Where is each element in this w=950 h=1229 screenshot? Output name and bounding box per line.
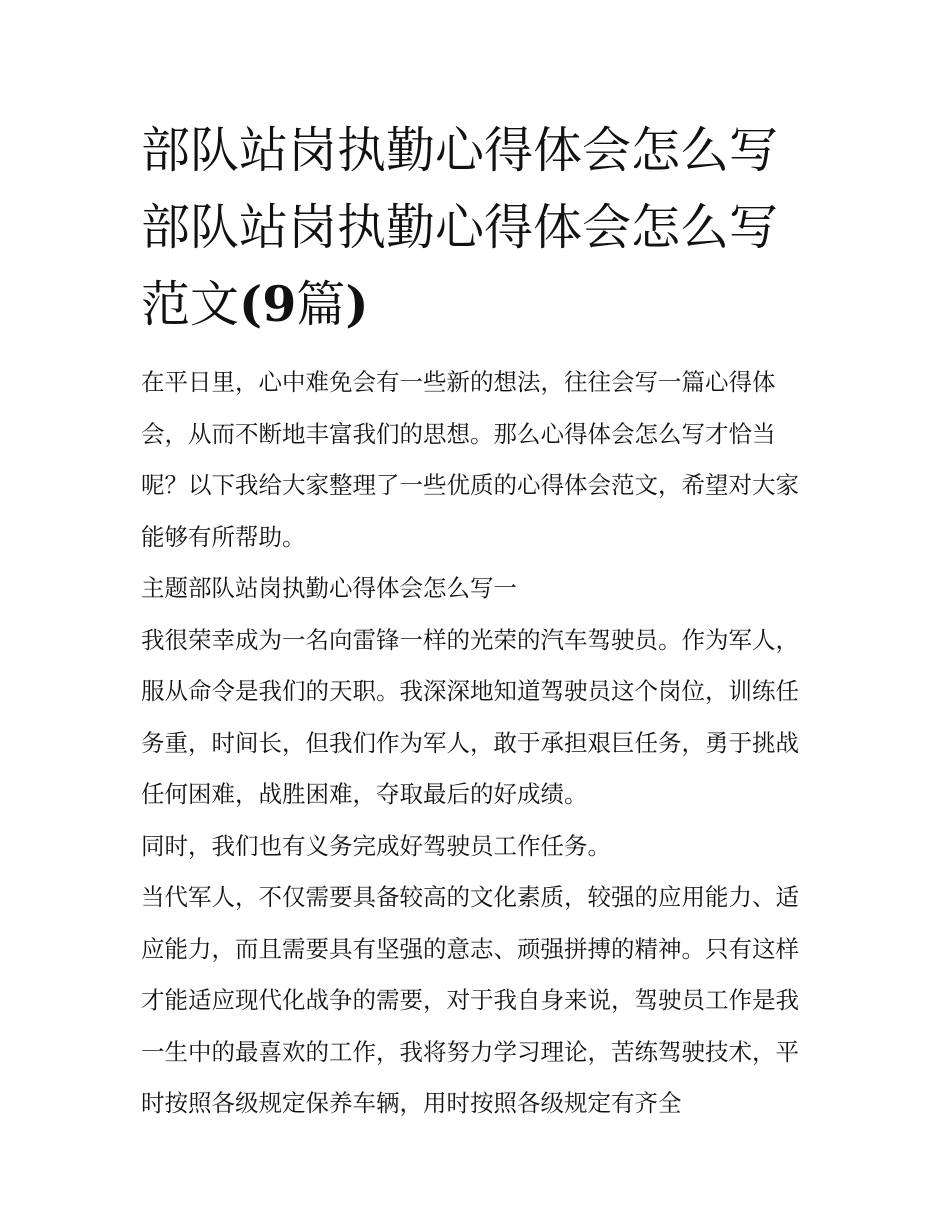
title-line-3-unit: 篇 [296,276,346,333]
intro-paragraph: 在平日里，心中难免会有一些新的想法，往往会写一篇心得体会，从而不断地丰富我们的思想。那么心得体会怎么写才恰当呢？以下我给大家整理了一些优质的心得体会范文，希望对大家能够有所帮助。 [141,368,799,551]
title-line-2: 部队站岗执勤心得体会怎么写 [141,199,779,256]
title-line-3-count: (9 [239,275,297,333]
document-title [141,112,813,343]
title-line-1: 部队站岗执勤心得体会怎么写 [141,122,779,179]
body-paragraph-1: 我很荣幸成为一名向雷锋一样的光荣的汽车驾驶员。作为军人，服从命令是我们的天职。我深深地知道驾驶员这个岗位，训练任务重，时间长，但我们作为军人，敢于承担艰巨任务，勇于挑战任何困难，战胜困难，夺取最后的好成绩。 [141,625,799,808]
title-line-3-text: 范文 [141,276,240,333]
body-paragraph-3: 当代军人，不仅需要具备较高的文化素质，较强的应用能力、适应能力，而且需要具有坚强的意志、顽强拼搏的精神。只有这样才能适应现代化战争的需要，对于我自身来说，驾驶员工作是我一生中的最喜欢的工作，我将努力学习理论，苦练驾驶技术，平时按照各级规定保养车辆，用时按照各级规定有齐全 [141,883,799,1117]
section-heading: 主题部队站岗执勤心得体会怎么写一 [141,574,517,602]
body-paragraph-2: 同时，我们也有义务完成好驾驶员工作任务。 [141,831,611,860]
document-content [141,112,813,1130]
title-line-3-close: ) [345,275,369,333]
